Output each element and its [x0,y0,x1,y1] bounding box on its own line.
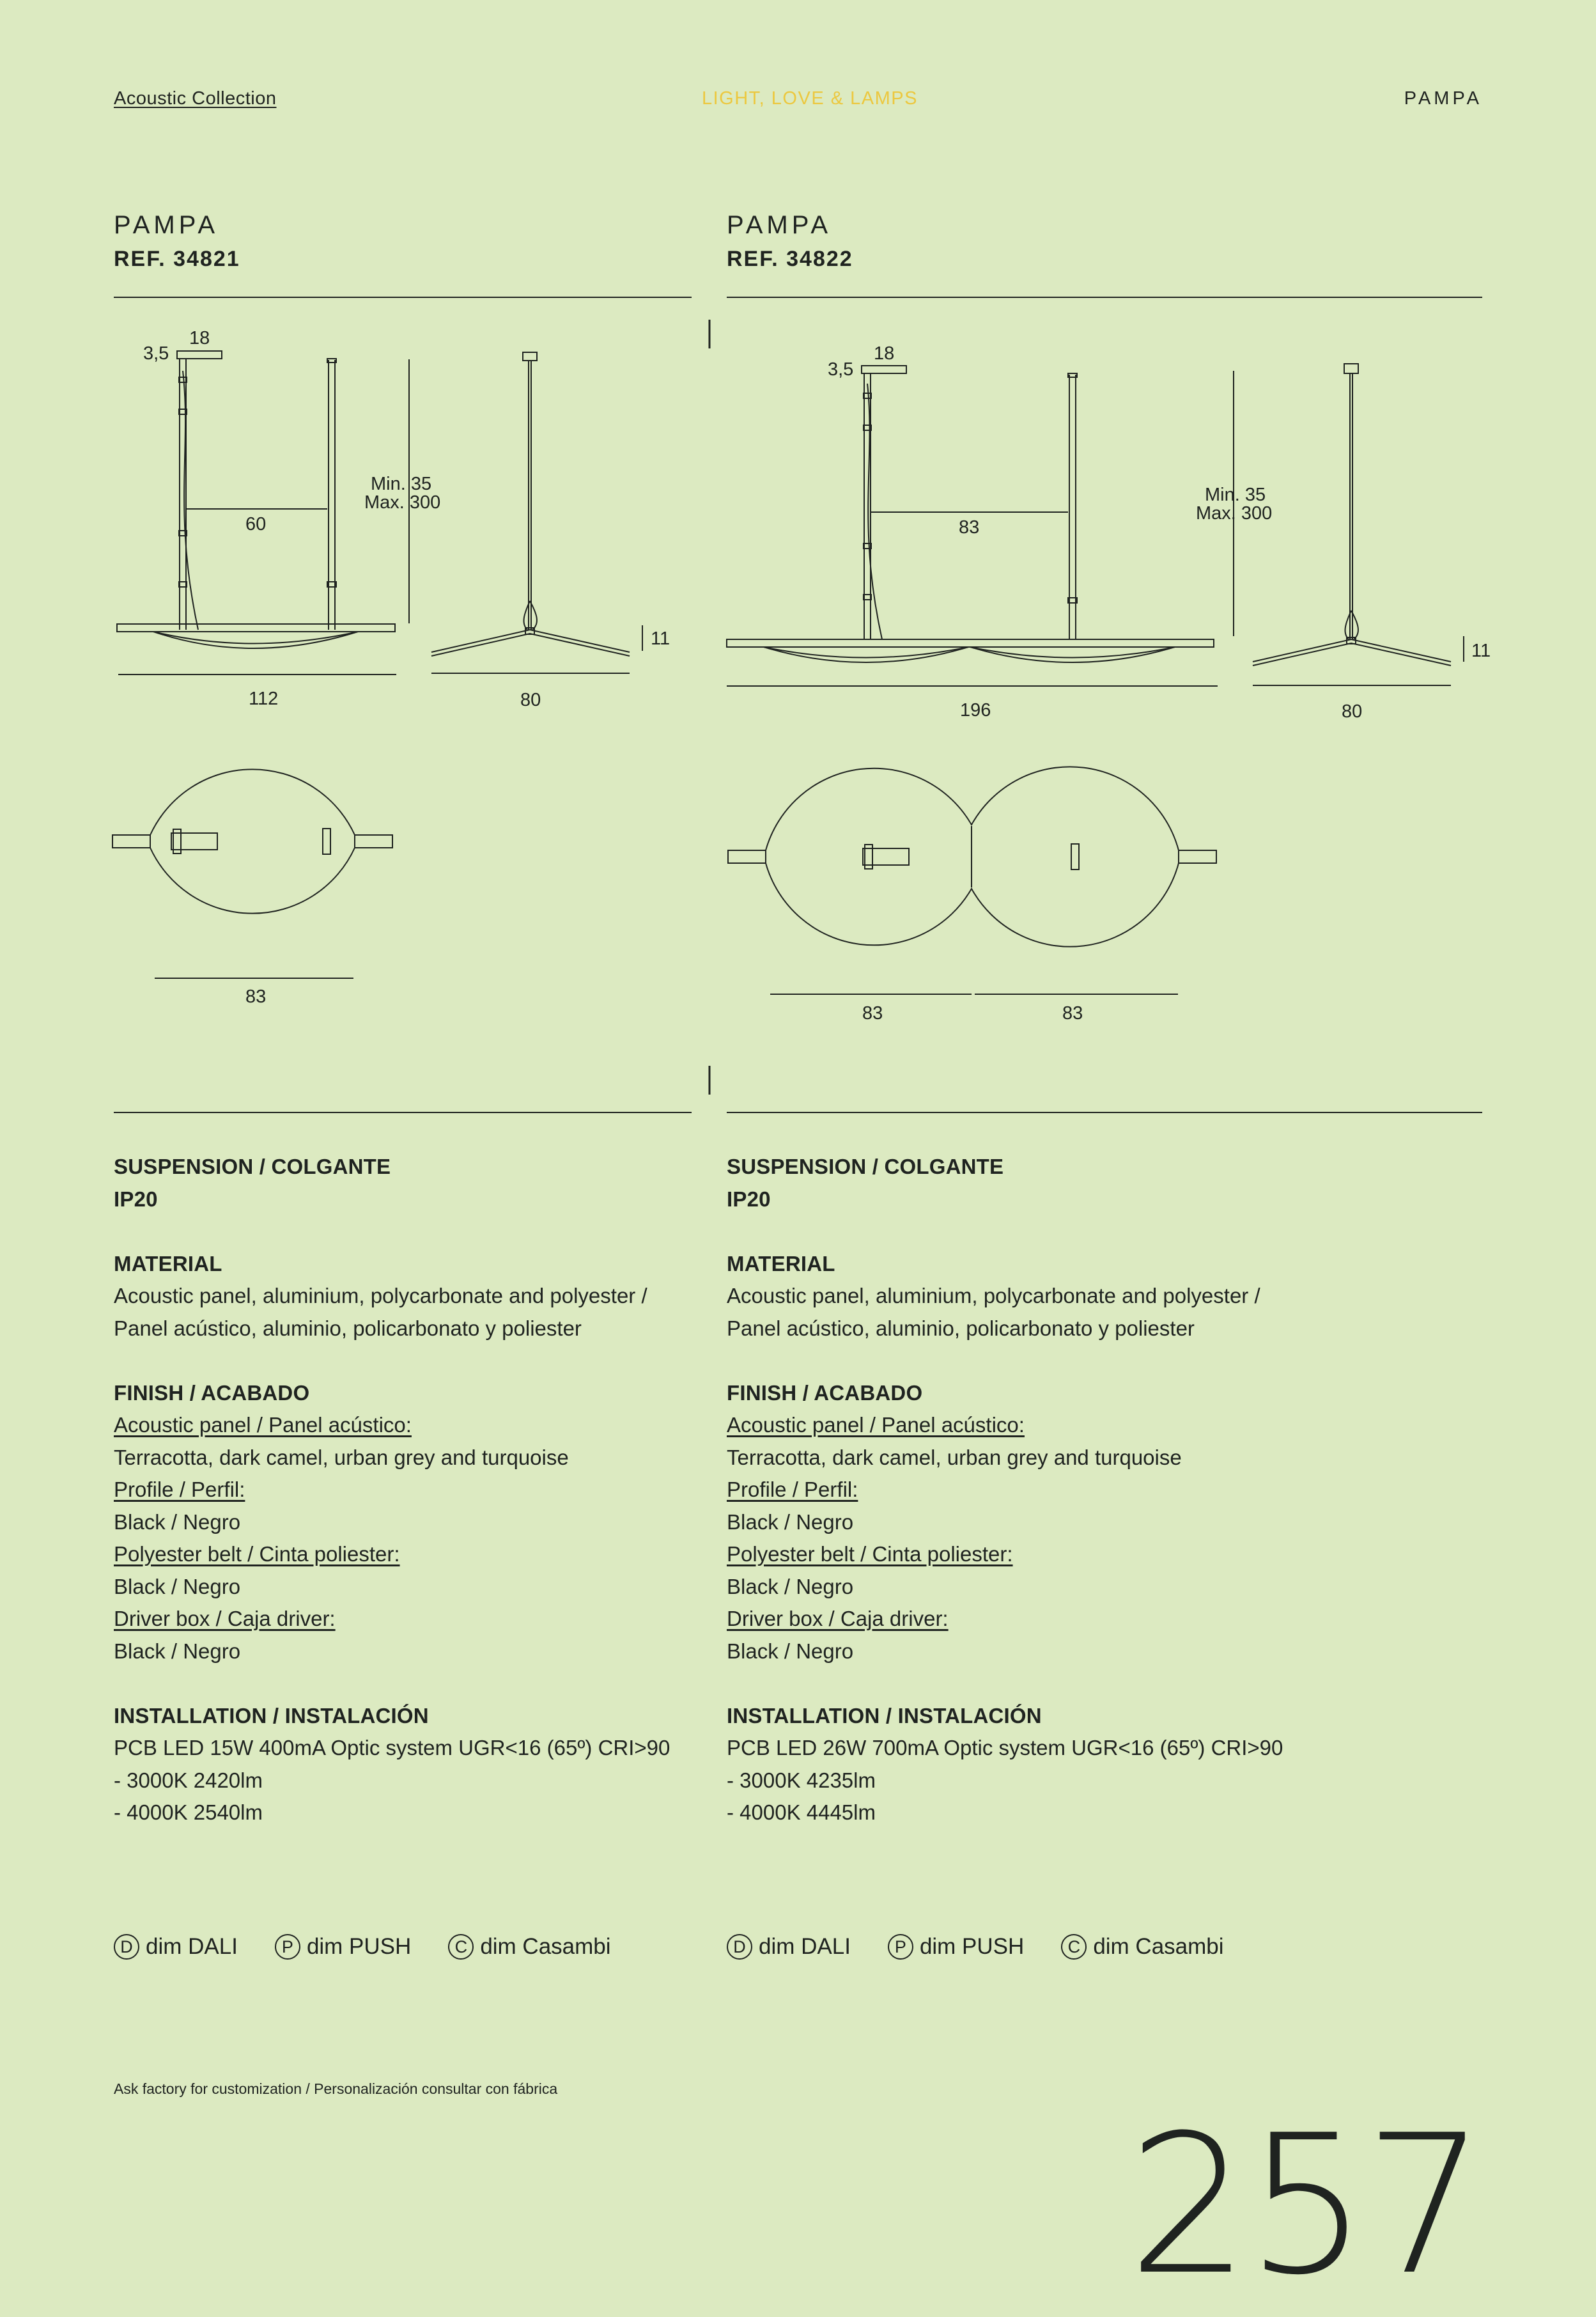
dim-length-left: 112 [249,689,279,709]
product-family-title: PAMPA [1404,88,1482,109]
casambi-circle-icon: C [1061,1934,1087,1960]
dim-height-min-right: Min. 35 [1205,485,1266,505]
spec-finish-label: Acoustic panel / Panel acústico: [727,1413,1025,1437]
dimming-option-casambi [1061,1934,1223,1960]
dimming-label: dim PUSH [919,1934,1025,1959]
dimming-option-push [275,1934,411,1960]
spec-finish-value: Black / Negro [114,1510,241,1534]
divider-bottom-left [114,1112,692,1113]
spec-finish-value: Black / Negro [114,1574,241,1598]
dimming-option-push [888,1934,1024,1960]
technical-drawings [0,0,1596,1100]
spec-ip: IP20 [114,1187,158,1211]
spec-finish-label: Driver box / Caja driver: [727,1607,949,1630]
specs-left [114,1151,753,1829]
dim-side-width-left: 80 [520,690,541,710]
dali-circle-icon: D [727,1934,752,1960]
spec-finish-label: Polyester belt / Cinta poliester: [727,1542,1013,1566]
dim-top-width-left: 18 [189,328,210,348]
spec-ip: IP20 [727,1187,771,1211]
spec-finish-label: Polyester belt / Cinta poliester: [114,1542,400,1566]
spec-install-line: PCB LED 15W 400mA Optic system UGR<16 (65º) CRI>90 [114,1736,670,1759]
dimming-label: dim DALI [146,1934,238,1959]
casambi-circle-icon: C [448,1934,474,1960]
dimming-option-dali [114,1934,238,1960]
spec-finish-value: Terracotta, dark camel, urban grey and turquoise [727,1445,1182,1469]
spec-install-line: - 4000K 2540lm [114,1800,263,1824]
product-ref-left: REF. 34821 [114,247,240,271]
page-number: 257 [1127,2094,1482,2317]
dimming-option-casambi [448,1934,610,1960]
dim-height-max-left: Max. 300 [364,492,441,513]
spec-material-heading: MATERIAL [114,1251,222,1276]
spec-material-line: Panel acústico, aluminio, policarbonato y poliester [114,1316,582,1340]
dali-circle-icon: D [114,1934,139,1960]
spec-install-heading: INSTALLATION / INSTALACIÓN [727,1703,1042,1728]
spec-install-line: - 3000K 4235lm [727,1768,876,1792]
spec-finish-value: Black / Negro [114,1639,241,1663]
dim-top-height-right: 3,5 [828,359,854,380]
spec-finish-heading: FINISH / ACABADO [727,1380,923,1405]
spec-finish-label: Profile / Perfil: [727,1478,858,1501]
dimming-label: dim PUSH [306,1934,412,1959]
spec-material-line: Panel acústico, aluminio, policarbonato y poliester [727,1316,1195,1340]
customization-note: Ask factory for customization / Personalización consultar con fábrica [114,2080,558,2097]
spec-install-line: - 3000K 2420lm [114,1768,263,1792]
dim-span-right: 83 [959,517,980,538]
dimming-options-right [727,1934,1261,1960]
specs-right [727,1151,1366,1829]
push-circle-icon: P [275,1934,300,1960]
dim-topview-width-right-1: 83 [862,1003,883,1024]
spec-material-heading: MATERIAL [727,1251,835,1276]
dim-topview-width-right-2: 83 [1062,1003,1083,1024]
product-name-left: PAMPA [114,211,219,239]
dim-span-left: 60 [245,514,267,534]
spec-install-line: PCB LED 26W 700mA Optic system UGR<16 (65º) CRI>90 [727,1736,1283,1759]
spec-material-line: Acoustic panel, aluminium, polycarbonate and polyester / [114,1284,647,1307]
spec-material-line: Acoustic panel, aluminium, polycarbonate and polyester / [727,1284,1260,1307]
spec-finish-label: Driver box / Caja driver: [114,1607,336,1630]
collection-link[interactable]: Acoustic Collection [114,88,277,109]
dim-side-height-right: 11 [1471,641,1491,661]
spec-type: SUSPENSION / COLGANTE [727,1155,1004,1178]
spec-finish-value: Black / Negro [727,1639,854,1663]
spec-finish-label: Acoustic panel / Panel acústico: [114,1413,412,1437]
spec-install-line: - 4000K 4445lm [727,1800,876,1824]
dim-height-max-right: Max. 300 [1196,503,1273,524]
dimming-options-left [114,1934,648,1960]
spec-finish-value: Black / Negro [727,1574,854,1598]
dim-topview-width-left: 83 [245,987,267,1007]
spec-finish-heading: FINISH / ACABADO [114,1380,310,1405]
spec-finish-label: Profile / Perfil: [114,1478,245,1501]
dimming-label: dim DALI [759,1934,851,1959]
push-circle-icon: P [888,1934,913,1960]
dim-length-right: 196 [960,700,991,721]
dim-top-height-left: 3,5 [143,343,169,364]
dimming-label: dim Casambi [480,1934,611,1959]
spec-finish-value: Terracotta, dark camel, urban grey and turquoise [114,1445,569,1469]
dim-side-height-left: 11 [651,628,670,649]
dim-side-width-right: 80 [1342,701,1363,722]
brand-tagline: LIGHT, LOVE & LAMPS [702,88,918,109]
spec-finish-value: Black / Negro [727,1510,854,1534]
spec-install-heading: INSTALLATION / INSTALACIÓN [114,1703,429,1728]
dimming-option-dali [727,1934,851,1960]
product-ref-right: REF. 34822 [727,247,853,271]
divider-bottom-right [727,1112,1482,1113]
spec-type: SUSPENSION / COLGANTE [114,1155,391,1178]
product-name-right: PAMPA [727,211,832,239]
dim-top-width-right: 18 [874,343,895,364]
dimming-label: dim Casambi [1093,1934,1224,1959]
dim-height-min-left: Min. 35 [371,474,432,494]
